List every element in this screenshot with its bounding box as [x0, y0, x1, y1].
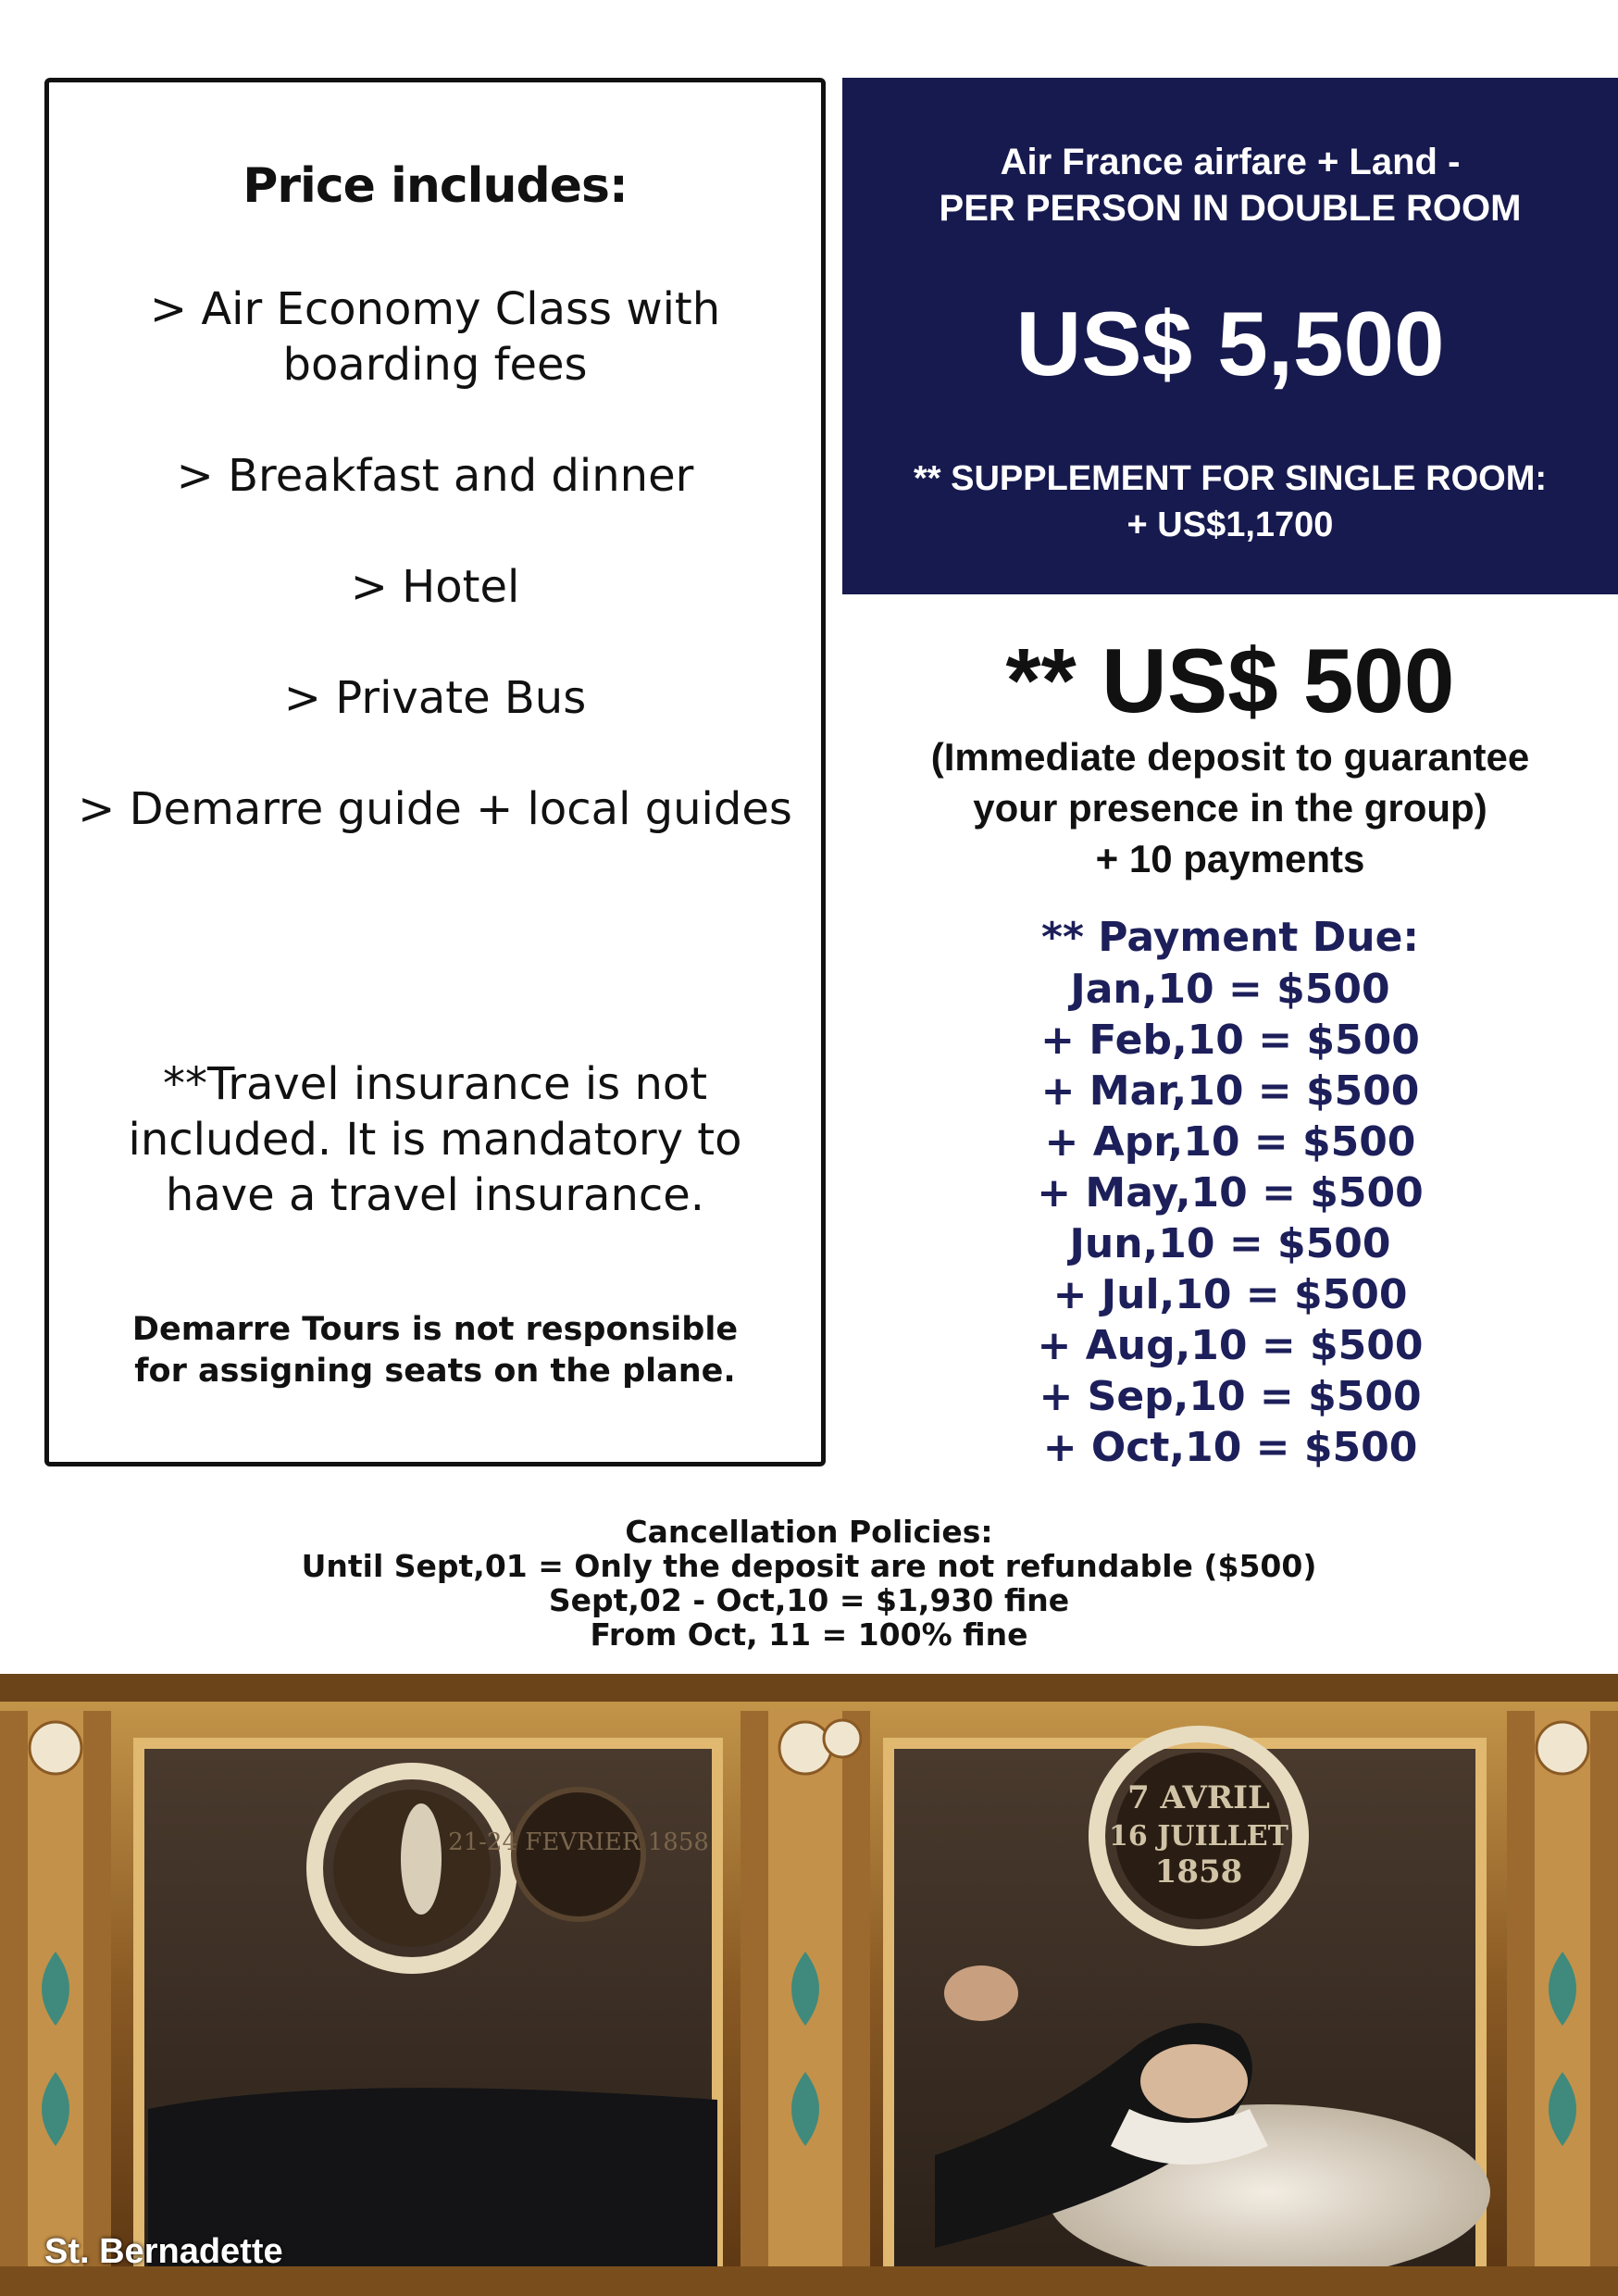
payment-line: + Sep,10 = $500 [1039, 1373, 1422, 1420]
reliquary-photo [0, 1674, 1618, 2296]
includes-list [49, 281, 821, 837]
single-room-supplement [842, 455, 1618, 548]
responsible-note: Demarre Tours is not responsible for assigning seats on the plane. [131, 1311, 739, 1390]
payment-line: + Apr,10 = $500 [1044, 1118, 1416, 1166]
photo-caption: St. Bernadette [44, 2232, 283, 2271]
plaque-left-text: 21-24 FEVRIER 1858 [448, 1828, 709, 1856]
cancellation-line: From Oct, 11 = 100% fine [590, 1616, 1028, 1653]
price-header [842, 139, 1618, 231]
payment-line: Jan,10 = $500 [1070, 966, 1390, 1013]
includes-item-airfare: > Air Economy Class with boarding fees [149, 283, 721, 391]
reliquary-illustration [0, 1674, 1618, 2296]
price-amount: US$ 5,500 [1015, 293, 1445, 394]
cancellation-line: Until Sept,01 = Only the deposit are not refundable ($500) [301, 1548, 1317, 1584]
includes-item-meals: > Breakfast and dinner [176, 450, 694, 502]
plaque-right-line: 1858 [1154, 1853, 1243, 1890]
includes-item-hotel: > Hotel [350, 561, 520, 613]
deposit-note-line: your presence in the group) [973, 786, 1487, 830]
deposit-amount: ** US$ 500 [1005, 630, 1455, 731]
price-header-line: Air France airfare + Land - [1000, 142, 1461, 182]
supplement-line: ** SUPPLEMENT FOR SINGLE ROOM: [913, 459, 1548, 498]
includes-title: Price includes: [243, 158, 628, 214]
payment-line: + Mar,10 = $500 [1040, 1067, 1420, 1115]
insurance-note: **Travel insurance is not included. It is mandatory to have a travel insurance. [128, 1058, 742, 1221]
cancellation-title: Cancellation Policies: [625, 1514, 993, 1550]
deposit-block [842, 630, 1618, 884]
payment-line: + Aug,10 = $500 [1037, 1322, 1424, 1369]
cancellation-policies [0, 1515, 1618, 1652]
deposit-note-line: + 10 payments [1095, 837, 1365, 880]
supplement-line: + US$1,1700 [1126, 505, 1334, 544]
price-header-line: PER PERSON IN DOUBLE ROOM [939, 188, 1522, 229]
payment-line: + Feb,10 = $500 [1040, 1017, 1420, 1064]
payment-schedule [842, 912, 1618, 1473]
payment-line: Jun,10 = $500 [1069, 1220, 1391, 1267]
payment-title: ** Payment Due: [1040, 914, 1420, 961]
includes-item-bus: > Private Bus [283, 672, 587, 724]
payment-line: + May,10 = $500 [1037, 1169, 1424, 1217]
plaque-right-line: 16 JUILLET [1109, 1820, 1288, 1853]
payment-line: + Jul,10 = $500 [1052, 1271, 1408, 1318]
cancellation-line: Sept,02 - Oct,10 = $1,930 fine [548, 1582, 1070, 1618]
includes-box [44, 78, 826, 1466]
includes-item-guides: > Demarre guide + local guides [78, 783, 792, 835]
plaque-right-line: 7 AVRIL [1127, 1779, 1270, 1816]
price-panel [842, 78, 1618, 594]
payment-line: + Oct,10 = $500 [1042, 1424, 1418, 1471]
deposit-note-line: (Immediate deposit to guarantee [930, 735, 1530, 779]
